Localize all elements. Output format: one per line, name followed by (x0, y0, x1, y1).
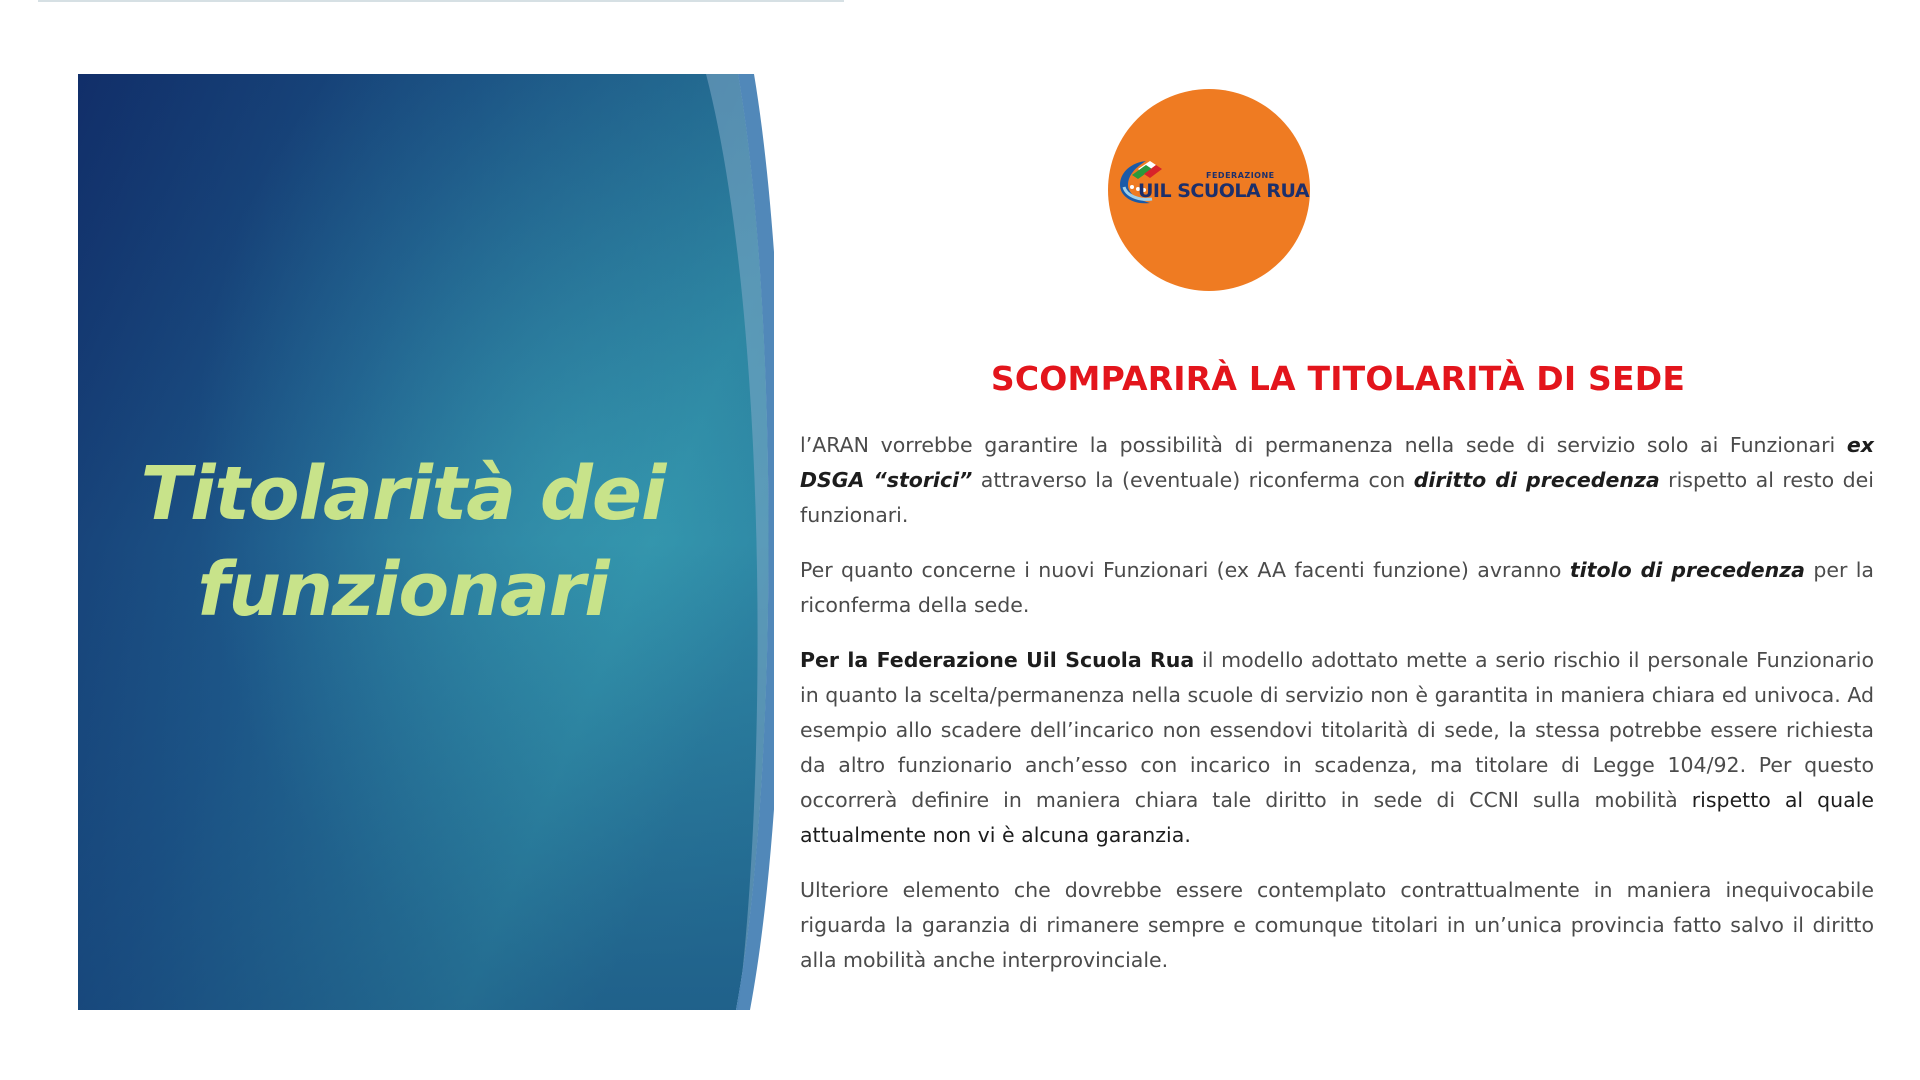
body-text (800, 428, 1874, 998)
paragraph-3-text: il modello adottato mette a serio rischio il personale Funzionario in quanto la scelta/permanenza nella scuole di servizio non è garantita in maniera chiara ed univoca. Ad esempio allo scadere dell’incarico non essendovi titolarità di sede, la stessa potrebbe essere richiesta da altro funzionario anch’esso con incarico in scadenza, ma titolare di Legge 104/92. Per questo occorrerà definire in maniera chiara tale diritto in sede di CCNl sulla mobilità (800, 648, 1875, 812)
paragraph-1-emphasis-b: diritto di precedenza (1413, 468, 1660, 492)
paragraph-1 (800, 428, 1874, 533)
slide-title-line1: Titolarità dei (140, 451, 666, 537)
paragraph-2 (800, 553, 1874, 623)
section-heading: SCOMPARIRÀ LA TITOLARITÀ DI SEDE (990, 359, 1686, 398)
paragraph-3-lead: Per la Federazione Uil Scuola Rua (800, 648, 1195, 672)
paragraph-1-text-c: rispetto al resto dei funzionari. (800, 468, 1874, 527)
uil-scuola-rua-logo (1108, 89, 1310, 291)
title-panel (78, 74, 774, 1010)
top-divider (38, 0, 844, 2)
logo-subtitle: FEDERAZIONE (1206, 171, 1275, 180)
paragraph-4 (800, 873, 1874, 978)
paragraph-2-emphasis: titolo di precedenza (1569, 558, 1805, 582)
logo-name: UIL SCUOLA RUA (1138, 180, 1310, 202)
paragraph-1-text-b: attraverso la (eventuale) riconferma con (972, 468, 1414, 492)
slide-title (78, 446, 728, 638)
paragraph-4-text: Ulteriore elemento che dovrebbe essere contemplato contrattualmente in maniera inequivocabile riguarda la garanzia di rimanere sempre e comunque titolari in un’unica provincia fatto salvo il diritto alla mobilità anche interprovinciale. (800, 878, 1874, 972)
paragraph-2-text-a: Per quanto concerne i nuovi Funzionari (ex AA facenti funzione) avranno (800, 558, 1570, 582)
slide-title-line2: funzionari (197, 547, 609, 633)
paragraph-3 (800, 643, 1874, 853)
paragraph-1-emphasis-a: ex DSGA “storici” (800, 433, 1874, 492)
paragraph-1-text-a: l’ARAN vorrebbe garantire la possibilità di permanenza nella sede di servizio solo ai Funzionari (800, 433, 1847, 457)
paragraph-3-conclusion: rispetto al quale attualmente non vi è alcuna garanzia. (800, 788, 1875, 847)
paragraph-2-text-b: per la riconferma della sede. (800, 558, 1874, 617)
